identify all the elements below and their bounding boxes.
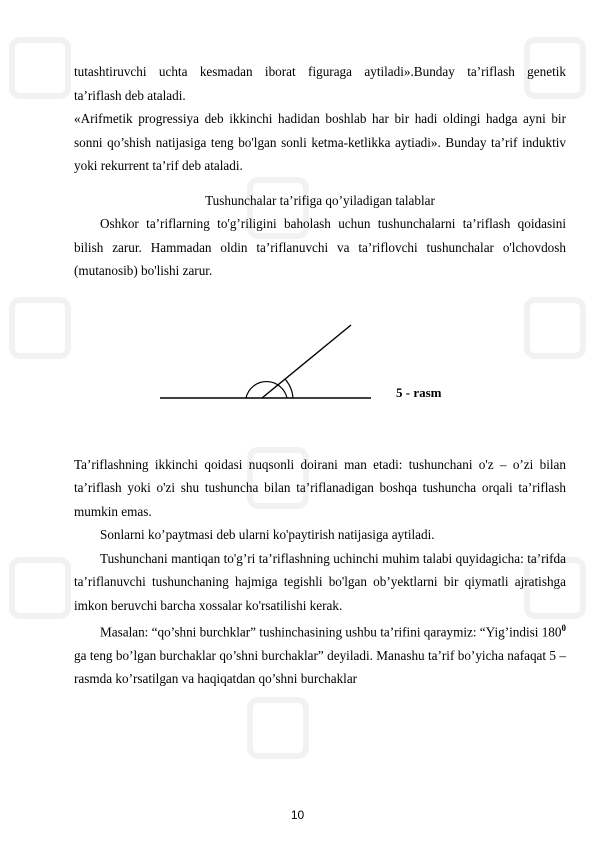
paragraph-first-rule: Oshkor ta’riflarning to'g’riligini baholash uchun tushunchalarni ta’riflash qoidasini bilish zarur. Hammadan oldin ta’riflanuvchi va ta’riflovchi tushunchalar o'lchovdosh (mutanosib) bo'lishi zarur. <box>74 216 566 278</box>
paragraph-adjacent-angles-example <box>74 617 566 691</box>
degree-superscript: 0 <box>561 623 566 633</box>
large-angle-arc <box>246 381 287 397</box>
paragraph-second-rule: Ta’riflashning ikkinchi qoidasi nuqsonli doirani man etadi: tushunchani o'z – o’zi bilan ta’riflash yoki o'zi shu tushuncha bilan ta’riflanadigan boshqa tushuncha orqali ta’riflash mumkin emas. <box>74 456 566 519</box>
adjacent-angles-drawing <box>74 283 566 453</box>
paragraph-genetic-definition-end: ta’riflash deb ataladi. <box>74 87 186 103</box>
paragraph-arithmetic-progression: «Arifmetik progressiya deb ikkinchi hadidan boshlab har bir hadi oldingi hadga ayni bir sonni qo’shish natijasiga teng bo'lgan sonli ketma-ketlikka aytiadi». Bunday ta’rif induktiv yoki rekurrent ta’rif deb ataladi. <box>74 111 566 173</box>
example-text-start: Masalan: “qo’shni burchklar” tushinchasining ushbu ta’rifini qaraymiz: “Yig’indisi 180 <box>100 624 562 640</box>
paragraph-product-example: Sonlarni ko’paytmasi deb ularni ko'paytirish natijasiga aytiladi. <box>100 527 435 542</box>
section-heading: Tushunchalar ta’rifiga qo’yiladigan talablar <box>205 192 435 208</box>
adjacent-angles-figure <box>74 283 566 453</box>
paragraph-third-rule: Tushunchani mantiqan to'g’ri ta’riflashning uchinchi muhim talabi quyidagicha: ta’rifda ta’riflanuvchi tushunchaning hajmiga tegishli bo'lgan ob’yektlarni bir qiymatli ajratishga imkon beruvchi barcha xossalar ko'rsatilishi kerak. <box>74 550 566 613</box>
paragraph-genetic-definition: tutashtiruvchi uchta kesmadan iborat figuraga aytiladi».Bunday ta’riflash genetik <box>74 64 566 79</box>
page-number: 10 <box>290 808 305 822</box>
ray-line <box>262 325 351 398</box>
figure-caption: 5 - rasm <box>396 384 442 400</box>
document-page <box>74 60 566 691</box>
example-text-end: ga teng bo’lgan burchaklar qo’shni burchaklar” deyiladi. Manashu ta’rif bo’yicha nafaqat 5 – rasmda ko’rsatilgan va haqiqatdan qo’shni burchaklar <box>74 647 566 687</box>
